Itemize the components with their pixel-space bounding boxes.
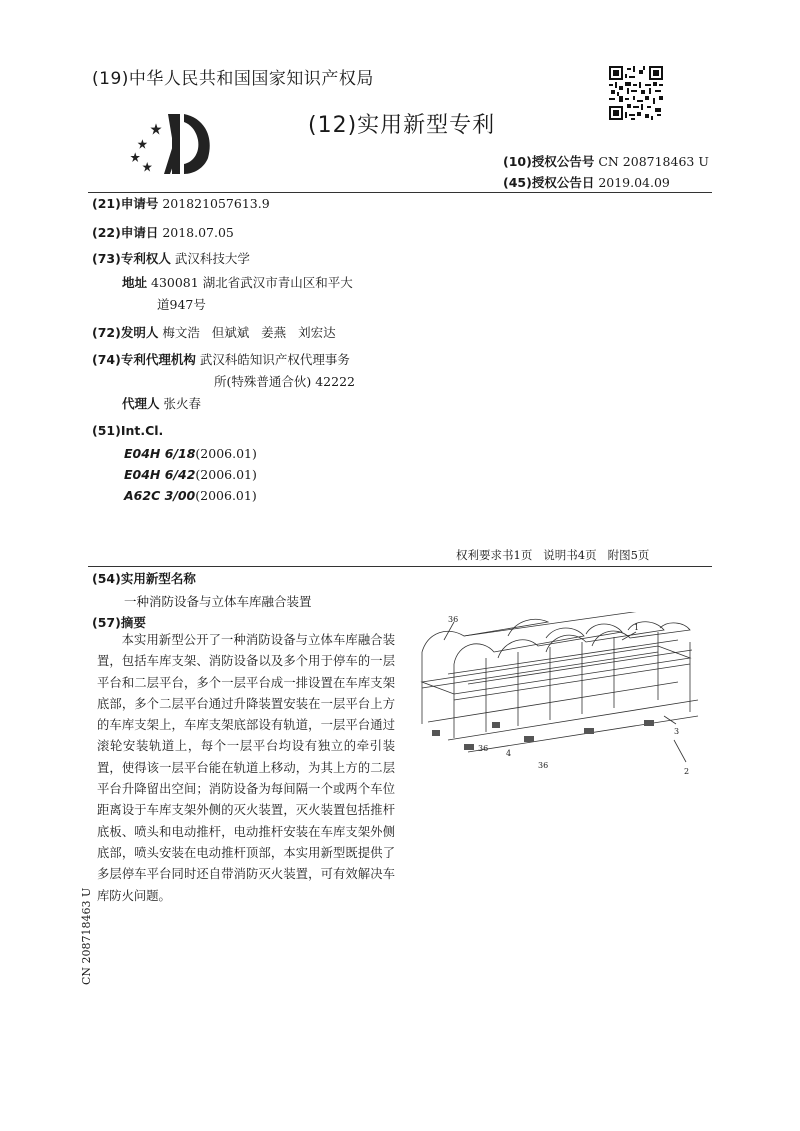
address-line-2-row [157,294,206,316]
document-type-title: (12)实用新型专利 [308,113,496,138]
patentee: 武汉科技大学 [174,251,250,266]
abstract-text: 本实用新型公开了一种消防设备与立体车库融合装置，包括车库支架、消防设备以及多个用于停车的一层平台和二层平台，多个一层平台成一排设置在车库支架底部，多个二层平台通过升降装置安装在一层平台上方的车库支架上，车库支架底部设有轨道，一层平台通过滚轮安装轨道上，每个一层平台均设有独立的牵引装置，使得该一层平台能在轨道上移动，为其上方的二层平台升降留出空间；消防设备为每间隔一个或两个车位距离设于车库支架外侧的灭火装置，灭火装置包括推杆底板、喷头和电动推杆，电动推杆安装在车库支架外侧底部，喷头安装在电动推杆顶部，本实用新型既提供了多层停车平台同时还自带消防灭火装置，可有效解决车库防火问题。 [97,633,395,903]
ipc-entry [124,488,257,503]
agency-line-1: 武汉科皓知识产权代理事务 [199,352,350,367]
agency-line-2-row [214,371,355,393]
publication-date-label: (45)授权公告日 [503,175,595,190]
application-number-row [92,193,270,215]
utility-model-title-label-row [92,568,196,590]
ipc-entry [124,467,257,482]
figure-label: 36 [448,615,459,624]
publication-number: CN 208718463 U [598,154,709,169]
address-line-1: 430081 湖北省武汉市青山区和平大 [151,275,353,290]
qr-code [609,66,663,120]
side-publication-code: CN 208718463 U [80,887,93,985]
title-label: (54)实用新型名称 [92,571,196,586]
int-cl-row [92,420,163,442]
figure-label: 36 [478,744,489,753]
page-count-info: 权利要求书1页 说明书4页 附图5页 [456,548,650,562]
agent: 张火春 [163,396,202,411]
figure-label: 3 [674,727,680,736]
office-name: (19)中华人民共和国国家知识产权局 [92,69,374,89]
figure-label: 1 [634,623,640,632]
inventors: 梅文浩 但斌斌 姜燕 刘宏达 [162,325,336,340]
application-number: 201821057613.9 [162,196,270,211]
int-cl-label: (51)Int.Cl. [92,423,164,438]
section-divider [88,566,712,567]
ipc-version: (2006.01) [195,467,257,482]
inventors-row [92,322,336,344]
agent-row [122,393,201,415]
abstract-label: (57)摘要 [92,615,146,630]
application-date-row [92,222,234,244]
patentee-row [92,248,250,270]
patentee-label: (73)专利权人 [92,251,171,266]
ipc-code: E04H 6/18 [124,446,196,461]
address-line-2: 道947号 [157,297,206,312]
agency-line-2: 所(特殊普通合伙) 42222 [214,374,355,389]
address-label: 地址 [122,275,148,290]
ipc-version: (2006.01) [195,488,257,503]
utility-model-title: 一种消防设备与立体车库融合装置 [124,594,312,609]
figure-label: 36 [538,761,549,770]
address-row [122,272,353,294]
ipc-code: E04H 6/42 [124,467,196,482]
application-date-label: (22)申请日 [92,225,159,240]
ipc-version: (2006.01) [195,446,257,461]
ipc-entry [124,446,257,461]
publication-number-row [503,152,709,170]
utility-model-title-row [124,591,312,613]
application-number-label: (21)申请号 [92,196,159,211]
ipc-code: A62C 3/00 [124,488,196,503]
figure-label: 4 [506,749,512,758]
agency-row [92,349,350,371]
agent-label: 代理人 [122,396,160,411]
publication-date-row [503,173,670,191]
cnipa-emblem-logo [128,108,220,180]
agency-label: (74)专利代理机构 [92,352,196,367]
application-date: 2018.07.05 [162,225,234,240]
figure-label: 2 [684,767,690,776]
inventors-label: (72)发明人 [92,325,159,340]
publication-date: 2019.04.09 [598,175,670,190]
publication-number-label: (10)授权公告号 [503,154,595,169]
garage-drawing-figure [408,612,708,784]
